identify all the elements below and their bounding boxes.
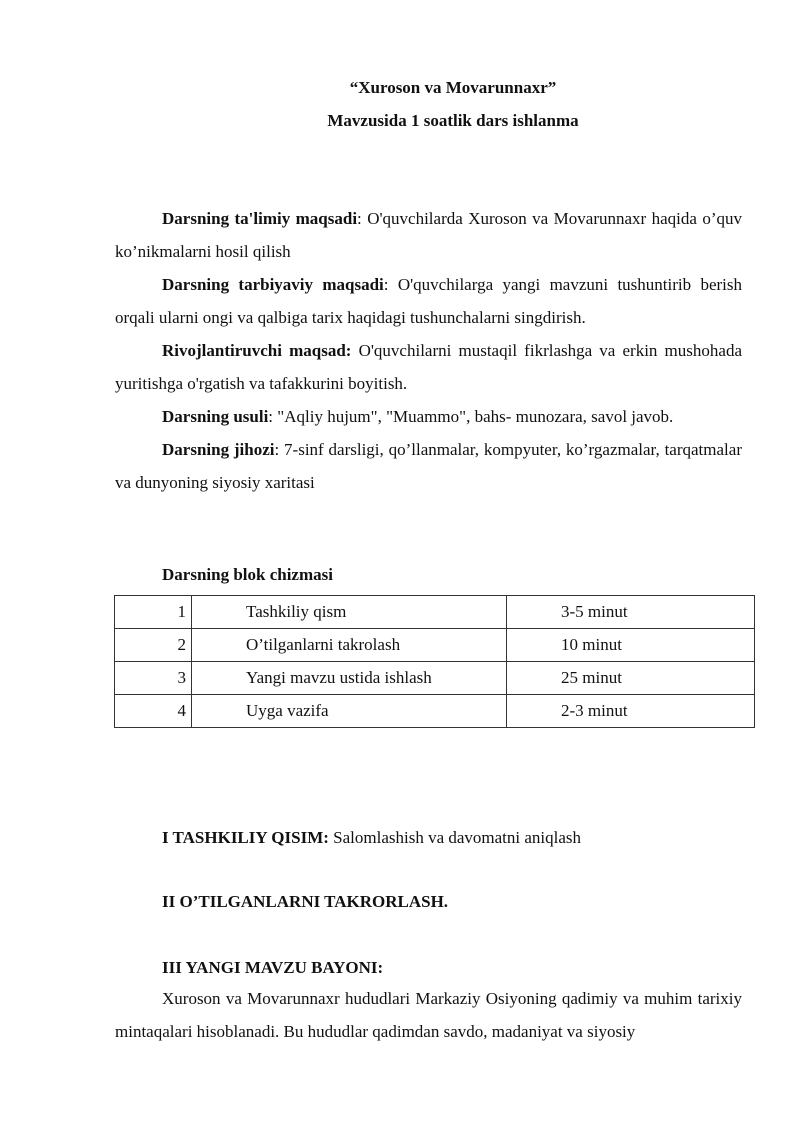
block-scheme-heading: Darsning blok chizmasi bbox=[162, 565, 333, 584]
lesson-equipment bbox=[115, 433, 742, 499]
goal-upbringing-label: Darsning tarbiyaviy maqsadi bbox=[162, 275, 384, 294]
goal-upbringing-sep: : bbox=[383, 275, 389, 294]
section-organizational bbox=[162, 827, 581, 849]
row-step: O’tilganlarni takrolash bbox=[192, 629, 507, 662]
row-number: 2 bbox=[115, 629, 192, 662]
lesson-equipment-label: Darsning jihozi bbox=[162, 440, 275, 459]
row-number: 1 bbox=[115, 596, 192, 629]
block-scheme-table bbox=[114, 595, 755, 728]
goal-developmental-text: O'quvchilarni mustaqil fikrlashga va erkin mushohada yuritishga o'rgatish va tafakkurini boyitish. bbox=[115, 341, 742, 393]
goal-upbringing bbox=[115, 268, 742, 334]
row-step: Uyga vazifa bbox=[192, 695, 507, 728]
goal-developmental bbox=[115, 334, 742, 400]
table-row bbox=[115, 596, 755, 629]
goal-educational-sep: : bbox=[357, 209, 362, 228]
row-number: 4 bbox=[115, 695, 192, 728]
row-duration: 3-5 minut bbox=[507, 596, 755, 629]
table-row bbox=[115, 695, 755, 728]
table-row bbox=[115, 662, 755, 695]
table-row bbox=[115, 629, 755, 662]
goal-upbringing-text: O'quvchilarga yangi mavzuni tushuntirib berish orqali ularni ongi va qalbiga tarix haqidagi tushunchalarni singdirish. bbox=[115, 275, 742, 327]
lesson-method-text: "Aqliy hujum", "Muammo", bahs- munozara, savol javob. bbox=[273, 407, 674, 426]
goal-educational-text: O'quvchilarda Xuroson va Movarunnaxr haqida o’quv ko’nikmalarni hosil qilish bbox=[115, 209, 742, 261]
row-number: 3 bbox=[115, 662, 192, 695]
goal-developmental-label: Rivojlantiruvchi maqsad: bbox=[162, 341, 352, 360]
row-step: Yangi mavzu ustida ishlash bbox=[192, 662, 507, 695]
goal-educational-label: Darsning ta'limiy maqsadi bbox=[162, 209, 358, 228]
row-duration: 25 minut bbox=[507, 662, 755, 695]
row-duration: 2-3 minut bbox=[507, 695, 755, 728]
lesson-method bbox=[115, 400, 742, 433]
row-duration: 10 minut bbox=[507, 629, 755, 662]
section-organizational-label: I TASHKILIY QISIM: bbox=[162, 828, 329, 847]
section-review: II O’TILGANLARNI TAKRORLASH. bbox=[162, 892, 449, 911]
lesson-method-sep: : bbox=[268, 407, 274, 426]
row-step: Tashkiliy qism bbox=[192, 596, 507, 629]
new-topic-body: Xuroson va Movarunnaxr hududlari Markaziy Osiyoning qadimiy va muhim tarixiy mintaqalari hisoblanadi. Bu hududlar qadimdan savdo, madaniyat va siyosiy bbox=[115, 989, 742, 1041]
goal-educational bbox=[115, 202, 742, 268]
lesson-method-label: Darsning usuli bbox=[162, 407, 269, 426]
document-title-line-2: Mavzusida 1 soatlik dars ishlanma bbox=[327, 111, 579, 130]
lesson-equipment-sep: : bbox=[274, 440, 280, 459]
document-title-line-1: “Xuroson va Movarunnaxr” bbox=[349, 78, 557, 97]
section-organizational-text: Salomlashish va davomatni aniqlash bbox=[328, 828, 582, 847]
section-new-topic: III YANGI MAVZU BAYONI: bbox=[162, 958, 384, 977]
lesson-equipment-text: 7-sinf darsligi, qo’llanmalar, kompyuter, ko’rgazmalar, tarqatmalar va dunyoning siyosiy xaritasi bbox=[115, 440, 742, 492]
